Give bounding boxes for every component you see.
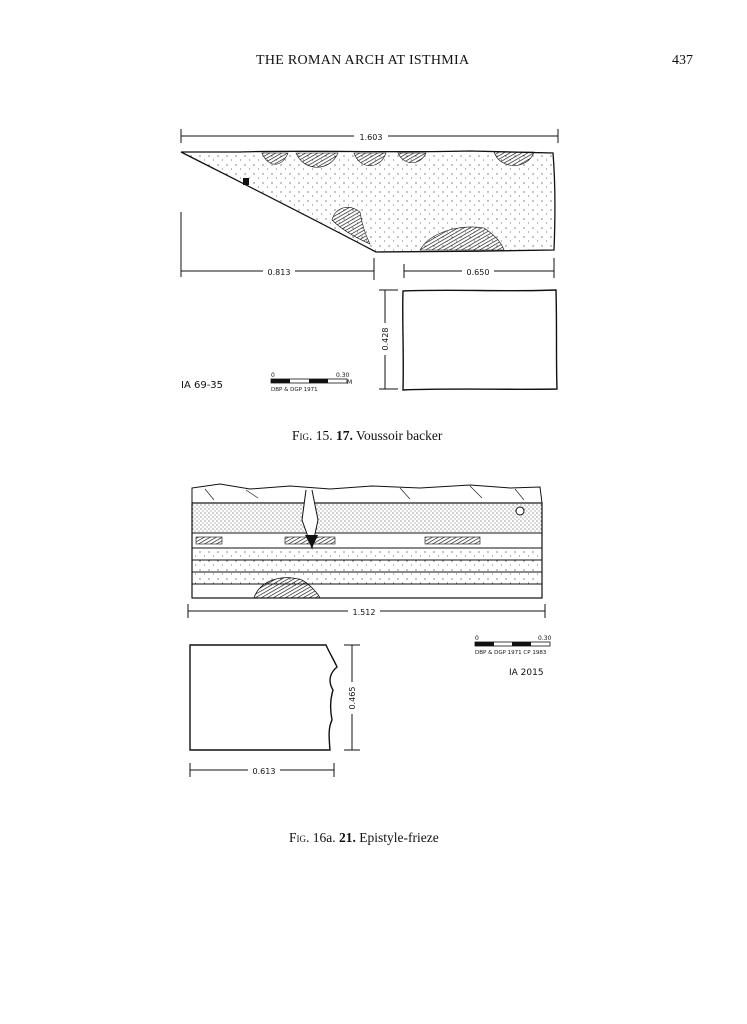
dim-label-height: 0.428: [381, 327, 390, 351]
inventory-number-16a: IA 2015: [509, 668, 544, 678]
dim-label-length: 1.512: [352, 608, 376, 617]
scale-end: 0.30: [336, 372, 350, 379]
dimension-frieze-height: [344, 645, 360, 750]
frieze-band: [192, 504, 542, 533]
figure-15-voussoir-backer: [181, 129, 558, 393]
running-title: THE ROMAN ARCH AT ISTHMIA: [256, 53, 470, 68]
voussoir-elevation: [181, 151, 555, 252]
dimension-right-length: [404, 258, 554, 278]
dimension-frieze-length: [188, 604, 545, 618]
dimension-frieze-depth: [190, 763, 334, 777]
dim-label-right: 0.650: [466, 268, 490, 277]
dim-label-frieze-height: 0.465: [348, 686, 357, 710]
scale-unit: M: [347, 379, 353, 386]
scale-credit: DBP & DGP 1971: [271, 387, 318, 393]
figure-15-caption: Fig. 15. 17. Voussoir backer: [292, 428, 443, 443]
inventory-number-15: IA 69-35: [181, 380, 224, 391]
scale-bar-15: [271, 372, 352, 393]
page-number: 437: [672, 53, 693, 68]
figure-16a-caption: Fig. 16a. 21. Epistyle-frieze: [289, 830, 439, 845]
dimension-height: [379, 290, 398, 389]
scale-start-16a: 0: [475, 635, 479, 642]
scale-start: 0: [271, 372, 275, 379]
scale-end-16a: 0.30: [538, 635, 552, 642]
dimension-overall-length: [181, 129, 558, 143]
frieze-section: [190, 645, 337, 750]
dim-label-left: 0.813: [267, 268, 291, 277]
dim-label-frieze-depth: 0.613: [252, 767, 276, 776]
figure-16a-epistyle-frieze: [188, 484, 552, 777]
scale-bar-16a: [475, 635, 552, 656]
scale-credit-16a: DBP & DGP 1971 CP 1983: [475, 650, 547, 656]
voussoir-section: [403, 290, 557, 390]
frieze-broken-top: [192, 484, 542, 505]
dim-label-overall: 1.603: [359, 133, 383, 142]
